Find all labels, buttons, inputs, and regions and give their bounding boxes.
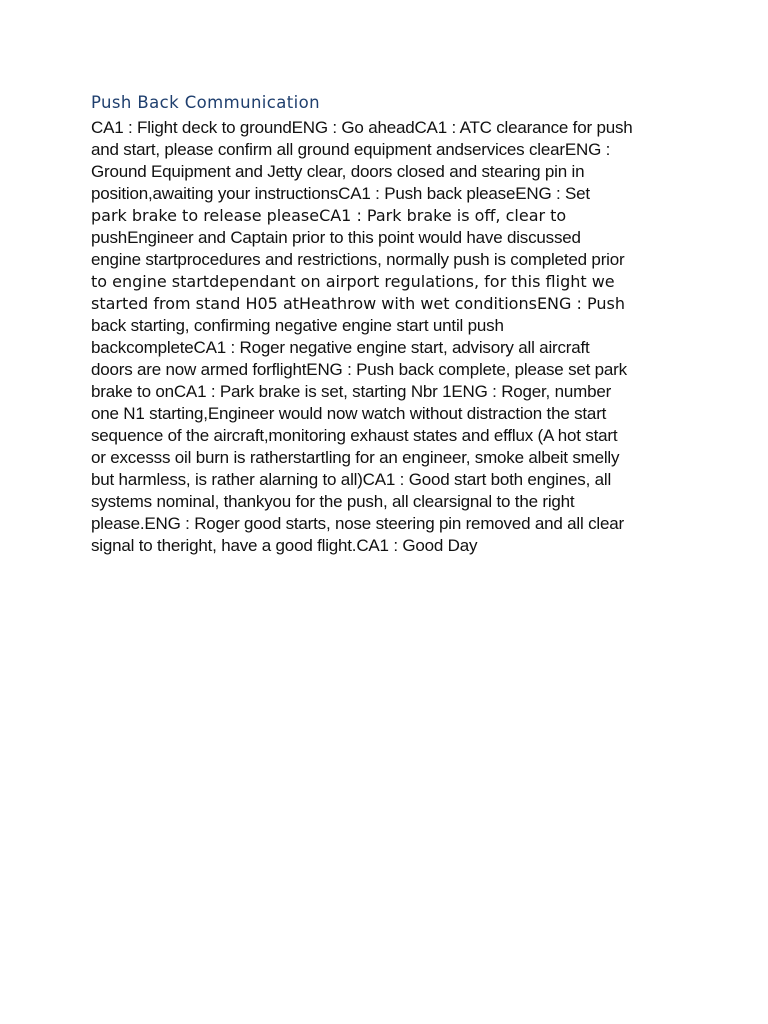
document-body [91,117,691,557]
body-line: and start, please confirm all ground equipment andservices clearENG : [91,140,611,159]
body-line: Ground Equipment and Jetty clear, doors closed and stearing pin in [91,162,585,181]
body-line: CA1 : Flight deck to groundENG : Go aheadCA1 : ATC clearance for push [91,118,633,137]
body-line: or excesss oil burn is ratherstartling for an engineer, smoke albeit smelly [91,448,620,467]
body-line: sequence of the aircraft,monitoring exhaust states and efflux (A hot start [91,426,618,445]
body-line: pushEngineer and Captain prior to this point would have discussed [91,228,581,247]
body-line: brake to onCA1 : Park brake is set, starting Nbr 1ENG : Roger, number [91,382,612,401]
body-line: backcompleteCA1 : Roger negative engine start, advisory all aircraft [91,338,590,357]
body-line: engine startprocedures and restrictions, normally push is completed prior [91,250,625,269]
body-line: back starting, confirming negative engine start until push [91,316,504,335]
body-line: systems nominal, thankyou for the push, all clearsignal to the right [91,492,575,511]
body-line: started from stand H05 atHeathrow with wet conditionsENG : Push [91,294,625,313]
body-line: position,awaiting your instructionsCA1 : Push back pleaseENG : Set [91,184,590,203]
document-heading: Push Back Communication [91,93,320,112]
body-line: please.ENG : Roger good starts, nose steering pin removed and all clear [91,514,624,533]
body-line: signal to theright, have a good flight.CA1 : Good Day [91,536,478,555]
body-line: one N1 starting,Engineer would now watch without distraction the start [91,404,607,423]
body-line: to engine startdependant on airport regulations, for this flight we [91,272,615,291]
body-line: park brake to release pleaseCA1 : Park brake is off, clear to [91,206,567,225]
body-line: but harmless, is rather alarning to all)CA1 : Good start both engines, all [91,470,612,489]
body-line: doors are now armed forflightENG : Push back complete, please set park [91,360,627,379]
